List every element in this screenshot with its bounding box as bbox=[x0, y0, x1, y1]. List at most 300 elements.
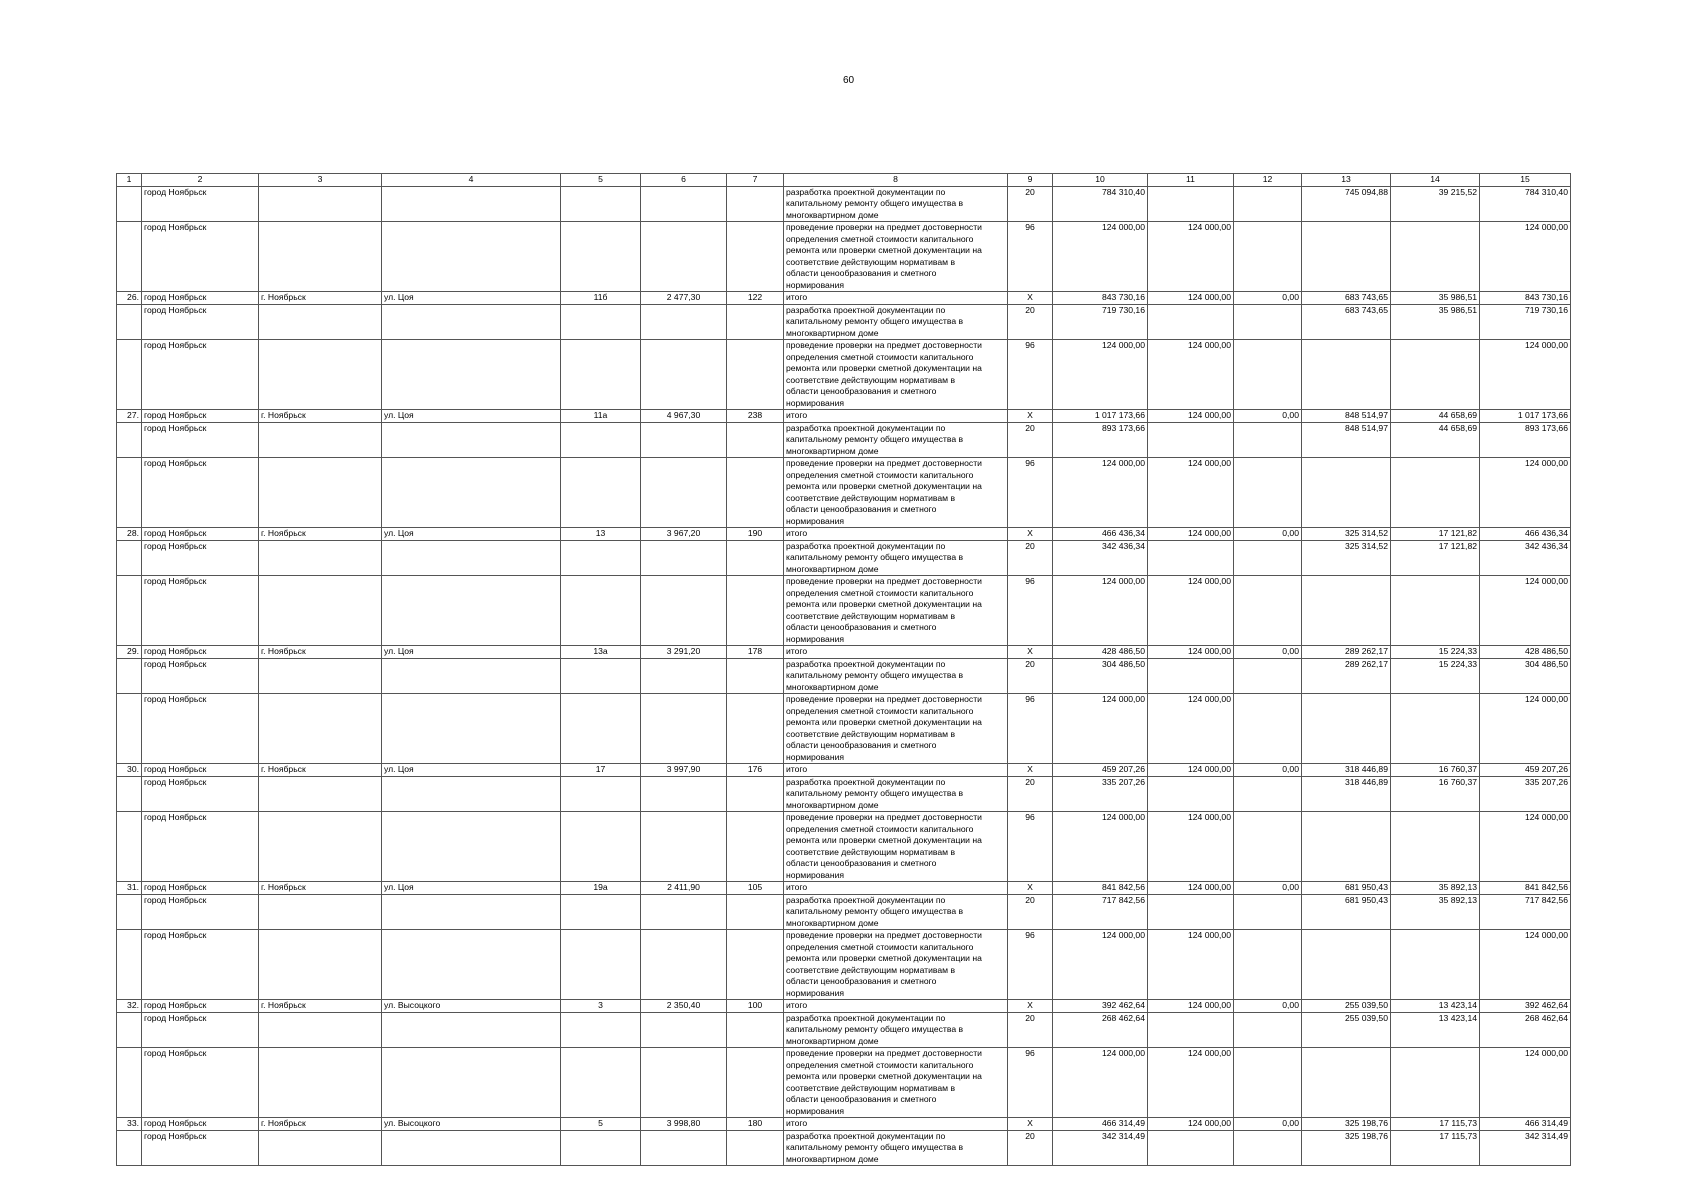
cell-col-3: г. Ноябрьск bbox=[259, 646, 382, 659]
cell-col-10: 124 000,00 bbox=[1053, 812, 1148, 882]
cell-col-7 bbox=[727, 1012, 784, 1048]
cell-col-15: 335 207,26 bbox=[1480, 776, 1571, 812]
cell-col-1 bbox=[117, 540, 142, 576]
cell-col-13: 683 743,65 bbox=[1302, 304, 1391, 340]
cell-col-6 bbox=[641, 186, 727, 222]
cell-col-7: 190 bbox=[727, 528, 784, 541]
cell-col-14: 35 986,51 bbox=[1391, 292, 1480, 305]
cell-col-11: 124 000,00 bbox=[1148, 812, 1234, 882]
cell-col-11: 124 000,00 bbox=[1148, 222, 1234, 292]
cell-col-8 bbox=[784, 694, 1008, 764]
cell-col-12 bbox=[1234, 340, 1302, 410]
column-header-13: 13 bbox=[1302, 174, 1391, 187]
cell-col-13: 745 094,88 bbox=[1302, 186, 1391, 222]
cell-col-4 bbox=[382, 658, 561, 694]
page-number: 60 bbox=[842, 75, 855, 86]
cell-col-11: 124 000,00 bbox=[1148, 1118, 1234, 1131]
work-description-line: области ценообразования и сметного bbox=[786, 858, 937, 868]
cell-col-13: 255 039,50 bbox=[1302, 1000, 1391, 1013]
cell-col-7: 180 bbox=[727, 1118, 784, 1131]
cell-col-3 bbox=[259, 930, 382, 1000]
cell-col-6 bbox=[641, 1048, 727, 1118]
cell-col-7: 100 bbox=[727, 1000, 784, 1013]
cell-col-5: 5 bbox=[561, 1118, 641, 1131]
cell-col-13: 681 950,43 bbox=[1302, 894, 1391, 930]
cell-col-4: ул. Цоя bbox=[382, 882, 561, 895]
work-description-line: области ценообразования и сметного bbox=[786, 504, 937, 514]
cell-col-14 bbox=[1391, 222, 1480, 292]
cell-col-15: 124 000,00 bbox=[1480, 694, 1571, 764]
cell-col-3: г. Ноябрьск bbox=[259, 764, 382, 777]
cell-col-15: 719 730,16 bbox=[1480, 304, 1571, 340]
cell-col-7 bbox=[727, 422, 784, 458]
cell-col-10: 466 436,34 bbox=[1053, 528, 1148, 541]
work-description-line: многоквартирном доме bbox=[786, 563, 879, 574]
work-description-line: проведение проверки на предмет достоверности bbox=[786, 222, 982, 232]
cell-col-9: 96 bbox=[1008, 694, 1053, 764]
cell-col-15: 124 000,00 bbox=[1480, 458, 1571, 528]
cell-col-8 bbox=[784, 540, 1008, 576]
cell-col-7: 238 bbox=[727, 410, 784, 423]
work-description-line: разработка проектной документации по bbox=[786, 1012, 946, 1023]
work-description-line: нормирования bbox=[786, 751, 845, 762]
cell-col-9: 96 bbox=[1008, 812, 1053, 882]
cell-col-13: 325 198,76 bbox=[1302, 1130, 1391, 1166]
cell-col-13 bbox=[1302, 812, 1391, 882]
cell-col-15: 843 730,16 bbox=[1480, 292, 1571, 305]
cell-col-15: 124 000,00 bbox=[1480, 340, 1571, 410]
cell-col-11: 124 000,00 bbox=[1148, 340, 1234, 410]
cell-col-3 bbox=[259, 812, 382, 882]
column-header-14: 14 bbox=[1391, 174, 1480, 187]
cell-col-2: город Ноябрьск bbox=[142, 422, 259, 458]
cell-col-1 bbox=[117, 186, 142, 222]
cell-col-4: ул. Цоя bbox=[382, 528, 561, 541]
cell-col-12 bbox=[1234, 694, 1302, 764]
cell-col-1: 26. bbox=[117, 292, 142, 305]
cell-col-8 bbox=[784, 422, 1008, 458]
cell-col-5 bbox=[561, 694, 641, 764]
cell-col-4 bbox=[382, 222, 561, 292]
work-description-line: нормирования bbox=[786, 869, 845, 880]
cell-col-1: 32. bbox=[117, 1000, 142, 1013]
cell-col-4 bbox=[382, 576, 561, 646]
work-description-line: многоквартирном доме bbox=[786, 1035, 879, 1046]
cell-col-8: итого bbox=[784, 528, 1008, 541]
cell-col-4 bbox=[382, 894, 561, 930]
cell-col-8 bbox=[784, 812, 1008, 882]
cell-col-14: 17 121,82 bbox=[1391, 528, 1480, 541]
table-row bbox=[117, 764, 1571, 777]
cell-col-2: город Ноябрьск bbox=[142, 812, 259, 882]
cell-col-7 bbox=[727, 340, 784, 410]
cell-col-8 bbox=[784, 1130, 1008, 1166]
cell-col-8 bbox=[784, 1048, 1008, 1118]
work-description-line: проведение проверки на предмет достоверности bbox=[786, 812, 982, 822]
cell-col-7 bbox=[727, 222, 784, 292]
cell-col-9: 96 bbox=[1008, 576, 1053, 646]
cell-col-4: ул. Цоя bbox=[382, 292, 561, 305]
cell-col-3 bbox=[259, 1048, 382, 1118]
work-description-line: проведение проверки на предмет достоверности bbox=[786, 576, 982, 586]
cell-col-9: 20 bbox=[1008, 422, 1053, 458]
cell-col-10: 717 842,56 bbox=[1053, 894, 1148, 930]
cell-col-9: X bbox=[1008, 1000, 1053, 1013]
cell-col-14: 15 224,33 bbox=[1391, 658, 1480, 694]
cell-col-8 bbox=[784, 222, 1008, 292]
cell-col-15: 392 462,64 bbox=[1480, 1000, 1571, 1013]
work-description-line: капитальному ремонту общего имущества в bbox=[786, 434, 964, 444]
cell-col-13: 318 446,89 bbox=[1302, 764, 1391, 777]
cell-col-5 bbox=[561, 222, 641, 292]
work-description-line: ремонта или проверки сметной документации на bbox=[786, 363, 982, 373]
work-description-line: ремонта или проверки сметной документации на bbox=[786, 245, 982, 255]
cell-col-3 bbox=[259, 776, 382, 812]
cell-col-3: г. Ноябрьск bbox=[259, 528, 382, 541]
cell-col-5 bbox=[561, 930, 641, 1000]
cell-col-7 bbox=[727, 894, 784, 930]
column-header-15: 15 bbox=[1480, 174, 1571, 187]
cell-col-6: 2 411,90 bbox=[641, 882, 727, 895]
work-description-line: ремонта или проверки сметной документации на bbox=[786, 1071, 982, 1081]
cell-col-14: 35 986,51 bbox=[1391, 304, 1480, 340]
cell-col-5 bbox=[561, 776, 641, 812]
cell-col-8: итого bbox=[784, 882, 1008, 895]
column-header-7: 7 bbox=[727, 174, 784, 187]
cell-col-7 bbox=[727, 186, 784, 222]
cell-col-15: 466 314,49 bbox=[1480, 1118, 1571, 1131]
table-row bbox=[117, 1130, 1571, 1166]
cell-col-13 bbox=[1302, 340, 1391, 410]
column-header-10: 10 bbox=[1053, 174, 1148, 187]
cell-col-2: город Ноябрьск bbox=[142, 540, 259, 576]
cell-col-13 bbox=[1302, 1048, 1391, 1118]
work-description-line: нормирования bbox=[786, 397, 845, 408]
cell-col-11: 124 000,00 bbox=[1148, 764, 1234, 777]
cell-col-1 bbox=[117, 776, 142, 812]
cell-col-4 bbox=[382, 930, 561, 1000]
cell-col-15: 304 486,50 bbox=[1480, 658, 1571, 694]
work-description-line: области ценообразования и сметного bbox=[786, 740, 937, 750]
cell-col-1 bbox=[117, 812, 142, 882]
work-description-line: соответствие действующим нормативам в bbox=[786, 728, 956, 739]
cell-col-3 bbox=[259, 540, 382, 576]
cell-col-6 bbox=[641, 776, 727, 812]
work-description-line: соответствие действующим нормативам в bbox=[786, 846, 956, 857]
table-row bbox=[117, 882, 1571, 895]
cell-col-10: 342 436,34 bbox=[1053, 540, 1148, 576]
cell-col-15: 124 000,00 bbox=[1480, 1048, 1571, 1118]
column-number-header-row bbox=[117, 174, 1571, 187]
cell-col-5: 11б bbox=[561, 292, 641, 305]
cell-col-7: 122 bbox=[727, 292, 784, 305]
cell-col-9: 96 bbox=[1008, 340, 1053, 410]
cell-col-13 bbox=[1302, 222, 1391, 292]
cell-col-7: 105 bbox=[727, 882, 784, 895]
cell-col-10: 268 462,64 bbox=[1053, 1012, 1148, 1048]
cell-col-6 bbox=[641, 694, 727, 764]
cell-col-6: 3 967,20 bbox=[641, 528, 727, 541]
cell-col-14 bbox=[1391, 812, 1480, 882]
work-description-line: капитальному ремонту общего имущества в bbox=[786, 906, 964, 916]
cell-col-12 bbox=[1234, 894, 1302, 930]
cell-col-9: 20 bbox=[1008, 304, 1053, 340]
cell-col-13 bbox=[1302, 576, 1391, 646]
work-description-line: соответствие действующим нормативам в bbox=[786, 964, 956, 975]
cell-col-13 bbox=[1302, 930, 1391, 1000]
work-description-line: многоквартирном доме bbox=[786, 327, 879, 338]
cell-col-15: 717 842,56 bbox=[1480, 894, 1571, 930]
work-description-line: разработка проектной документации по bbox=[786, 1130, 946, 1141]
cell-col-11: 124 000,00 bbox=[1148, 930, 1234, 1000]
cell-col-1 bbox=[117, 576, 142, 646]
cell-col-10: 124 000,00 bbox=[1053, 340, 1148, 410]
work-description-line: определения сметной стоимости капитального bbox=[786, 233, 974, 244]
cell-col-5 bbox=[561, 458, 641, 528]
cell-col-8 bbox=[784, 304, 1008, 340]
cell-col-14: 13 423,14 bbox=[1391, 1012, 1480, 1048]
cell-col-15: 342 314,49 bbox=[1480, 1130, 1571, 1166]
cell-col-2: город Ноябрьск bbox=[142, 930, 259, 1000]
cell-col-6 bbox=[641, 930, 727, 1000]
cell-col-12 bbox=[1234, 776, 1302, 812]
work-description-line: ремонта или проверки сметной документации на bbox=[786, 481, 982, 491]
cell-col-12 bbox=[1234, 186, 1302, 222]
cell-col-4 bbox=[382, 304, 561, 340]
cell-col-6 bbox=[641, 894, 727, 930]
table-row bbox=[117, 646, 1571, 659]
cell-col-7 bbox=[727, 930, 784, 1000]
cell-col-5 bbox=[561, 340, 641, 410]
cell-col-14: 17 115,73 bbox=[1391, 1118, 1480, 1131]
cell-col-2: город Ноябрьск bbox=[142, 882, 259, 895]
column-header-2: 2 bbox=[142, 174, 259, 187]
work-description-line: определения сметной стоимости капитального bbox=[786, 587, 974, 598]
column-header-4: 4 bbox=[382, 174, 561, 187]
cell-col-2: город Ноябрьск bbox=[142, 576, 259, 646]
cell-col-6: 4 967,30 bbox=[641, 410, 727, 423]
cell-col-3 bbox=[259, 658, 382, 694]
cell-col-5 bbox=[561, 422, 641, 458]
cell-col-12 bbox=[1234, 658, 1302, 694]
table-row bbox=[117, 1012, 1571, 1048]
cell-col-6: 2 350,40 bbox=[641, 1000, 727, 1013]
cell-col-13: 289 262,17 bbox=[1302, 658, 1391, 694]
cell-col-11 bbox=[1148, 1012, 1234, 1048]
cell-col-10: 392 462,64 bbox=[1053, 1000, 1148, 1013]
cell-col-15: 893 173,66 bbox=[1480, 422, 1571, 458]
work-description-line: проведение проверки на предмет достоверности bbox=[786, 694, 982, 704]
cell-col-9: X bbox=[1008, 528, 1053, 541]
cell-col-10: 719 730,16 bbox=[1053, 304, 1148, 340]
cell-col-9: 96 bbox=[1008, 458, 1053, 528]
cell-col-13: 318 446,89 bbox=[1302, 776, 1391, 812]
cell-col-2: город Ноябрьск bbox=[142, 646, 259, 659]
cell-col-1: 31. bbox=[117, 882, 142, 895]
cell-col-7 bbox=[727, 576, 784, 646]
work-description-line: ремонта или проверки сметной документации на bbox=[786, 599, 982, 609]
cell-col-5 bbox=[561, 658, 641, 694]
cell-col-11: 124 000,00 bbox=[1148, 1048, 1234, 1118]
cell-col-1 bbox=[117, 1012, 142, 1048]
cell-col-13: 289 262,17 bbox=[1302, 646, 1391, 659]
work-description-line: соответствие действующим нормативам в bbox=[786, 610, 956, 621]
work-description-line: капитальному ремонту общего имущества в bbox=[786, 552, 964, 562]
cell-col-14: 16 760,37 bbox=[1391, 764, 1480, 777]
cell-col-8 bbox=[784, 930, 1008, 1000]
cell-col-11: 124 000,00 bbox=[1148, 646, 1234, 659]
cell-col-15: 841 842,56 bbox=[1480, 882, 1571, 895]
cell-col-11 bbox=[1148, 894, 1234, 930]
cell-col-4 bbox=[382, 694, 561, 764]
cell-col-13: 848 514,97 bbox=[1302, 410, 1391, 423]
cell-col-8: итого bbox=[784, 410, 1008, 423]
cell-col-15: 124 000,00 bbox=[1480, 812, 1571, 882]
cell-col-7: 178 bbox=[727, 646, 784, 659]
cell-col-7 bbox=[727, 776, 784, 812]
cell-col-8 bbox=[784, 576, 1008, 646]
cell-col-14: 17 115,73 bbox=[1391, 1130, 1480, 1166]
work-description-line: соответствие действующим нормативам в bbox=[786, 1082, 956, 1093]
cell-col-5: 11а bbox=[561, 410, 641, 423]
cell-col-13: 325 314,52 bbox=[1302, 528, 1391, 541]
work-description-line: капитальному ремонту общего имущества в bbox=[786, 1024, 964, 1034]
cell-col-11 bbox=[1148, 186, 1234, 222]
cell-col-14 bbox=[1391, 458, 1480, 528]
cell-col-11: 124 000,00 bbox=[1148, 694, 1234, 764]
cell-col-10: 1 017 173,66 bbox=[1053, 410, 1148, 423]
cell-col-14: 44 658,69 bbox=[1391, 422, 1480, 458]
cell-col-10: 428 486,50 bbox=[1053, 646, 1148, 659]
cell-col-2: город Ноябрьск bbox=[142, 340, 259, 410]
column-header-5: 5 bbox=[561, 174, 641, 187]
cell-col-5 bbox=[561, 812, 641, 882]
work-description-line: разработка проектной документации по bbox=[786, 894, 946, 905]
work-description-line: многоквартирном доме bbox=[786, 1153, 879, 1164]
cell-col-3: г. Ноябрьск bbox=[259, 1000, 382, 1013]
cell-col-11: 124 000,00 bbox=[1148, 292, 1234, 305]
column-header-12: 12 bbox=[1234, 174, 1302, 187]
cell-col-5 bbox=[561, 186, 641, 222]
cell-col-14 bbox=[1391, 576, 1480, 646]
cell-col-2: город Ноябрьск bbox=[142, 186, 259, 222]
cell-col-10: 466 314,49 bbox=[1053, 1118, 1148, 1131]
cell-col-10: 124 000,00 bbox=[1053, 930, 1148, 1000]
cell-col-10: 459 207,26 bbox=[1053, 764, 1148, 777]
column-header-3: 3 bbox=[259, 174, 382, 187]
cell-col-6 bbox=[641, 304, 727, 340]
cell-col-9: 20 bbox=[1008, 540, 1053, 576]
work-description-line: области ценообразования и сметного bbox=[786, 1094, 937, 1104]
cell-col-4 bbox=[382, 776, 561, 812]
work-description-line: ремонта или проверки сметной документации на bbox=[786, 953, 982, 963]
cell-col-8: итого bbox=[784, 1000, 1008, 1013]
cell-col-8 bbox=[784, 658, 1008, 694]
table-row bbox=[117, 340, 1571, 410]
cell-col-12: 0,00 bbox=[1234, 1000, 1302, 1013]
cell-col-11: 124 000,00 bbox=[1148, 528, 1234, 541]
cell-col-8 bbox=[784, 458, 1008, 528]
cell-col-10: 124 000,00 bbox=[1053, 694, 1148, 764]
cell-col-8 bbox=[784, 776, 1008, 812]
cell-col-2: город Ноябрьск bbox=[142, 694, 259, 764]
cell-col-12 bbox=[1234, 304, 1302, 340]
work-description-line: определения сметной стоимости капитального bbox=[786, 705, 974, 716]
work-description-line: разработка проектной документации по bbox=[786, 658, 946, 669]
cell-col-5: 13а bbox=[561, 646, 641, 659]
work-description-line: нормирования bbox=[786, 279, 845, 290]
cell-col-3 bbox=[259, 458, 382, 528]
cell-col-14: 17 121,82 bbox=[1391, 540, 1480, 576]
cell-col-10: 335 207,26 bbox=[1053, 776, 1148, 812]
cell-col-9: X bbox=[1008, 882, 1053, 895]
cell-col-3: г. Ноябрьск bbox=[259, 882, 382, 895]
cell-col-9: 20 bbox=[1008, 186, 1053, 222]
cell-col-6 bbox=[641, 576, 727, 646]
cell-col-4: ул. Цоя bbox=[382, 764, 561, 777]
cell-col-6 bbox=[641, 658, 727, 694]
cell-col-11 bbox=[1148, 422, 1234, 458]
cell-col-3 bbox=[259, 304, 382, 340]
cell-col-12 bbox=[1234, 540, 1302, 576]
cell-col-4 bbox=[382, 540, 561, 576]
cell-col-15: 342 436,34 bbox=[1480, 540, 1571, 576]
work-description-line: проведение проверки на предмет достоверности bbox=[786, 1048, 982, 1058]
cell-col-12 bbox=[1234, 1048, 1302, 1118]
cell-col-6: 3 997,90 bbox=[641, 764, 727, 777]
work-description-line: проведение проверки на предмет достоверности bbox=[786, 930, 982, 940]
cell-col-5: 17 bbox=[561, 764, 641, 777]
cell-col-7 bbox=[727, 812, 784, 882]
cell-col-2: город Ноябрьск bbox=[142, 1130, 259, 1166]
cell-col-14 bbox=[1391, 340, 1480, 410]
cell-col-4 bbox=[382, 186, 561, 222]
cell-col-3 bbox=[259, 694, 382, 764]
cell-col-14 bbox=[1391, 930, 1480, 1000]
cell-col-12: 0,00 bbox=[1234, 410, 1302, 423]
work-description-line: нормирования bbox=[786, 1105, 845, 1116]
table-row bbox=[117, 304, 1571, 340]
column-header-1: 1 bbox=[117, 174, 142, 187]
work-description-line: многоквартирном доме bbox=[786, 917, 879, 928]
work-description-line: проведение проверки на предмет достоверности bbox=[786, 340, 982, 350]
cell-col-15: 466 436,34 bbox=[1480, 528, 1571, 541]
cell-col-9: 20 bbox=[1008, 658, 1053, 694]
work-description-line: многоквартирном доме bbox=[786, 799, 879, 810]
work-description-line: разработка проектной документации по bbox=[786, 776, 946, 787]
cell-col-14: 35 892,13 bbox=[1391, 882, 1480, 895]
cell-col-1: 33. bbox=[117, 1118, 142, 1131]
cell-col-14: 35 892,13 bbox=[1391, 894, 1480, 930]
cell-col-1 bbox=[117, 658, 142, 694]
cell-col-4: ул. Высоцкого bbox=[382, 1000, 561, 1013]
cell-col-7 bbox=[727, 658, 784, 694]
work-description-line: нормирования bbox=[786, 633, 845, 644]
cell-col-2: город Ноябрьск bbox=[142, 222, 259, 292]
table-row bbox=[117, 658, 1571, 694]
cell-col-10: 841 842,56 bbox=[1053, 882, 1148, 895]
table-row bbox=[117, 1048, 1571, 1118]
column-header-6: 6 bbox=[641, 174, 727, 187]
work-description-line: разработка проектной документации по bbox=[786, 186, 946, 197]
work-description-line: разработка проектной документации по bbox=[786, 422, 946, 433]
work-description-line: соответствие действующим нормативам в bbox=[786, 256, 956, 267]
cell-col-3 bbox=[259, 1130, 382, 1166]
cell-col-7 bbox=[727, 694, 784, 764]
cell-col-1: 29. bbox=[117, 646, 142, 659]
work-description-line: области ценообразования и сметного bbox=[786, 268, 937, 278]
table-row bbox=[117, 576, 1571, 646]
